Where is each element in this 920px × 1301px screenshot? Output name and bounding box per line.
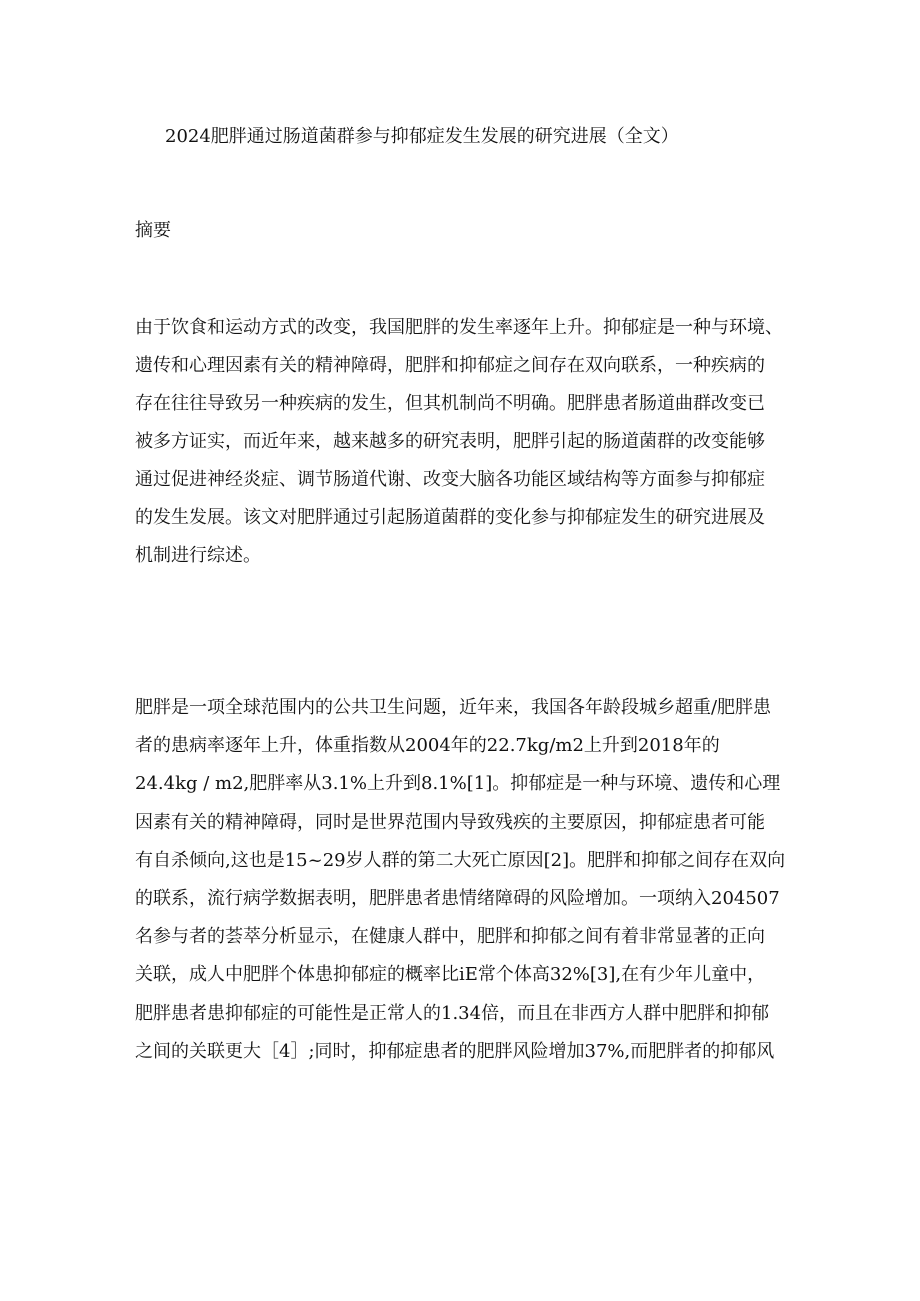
text-line: 有自杀倾向,这也是15~29岁人群的第二大死亡原因[2]。肥胖和抑郁之间存在双向	[135, 849, 786, 871]
text-line: 通过促进神经炎症、调节肠道代谢、改变大脑各功能区域结构等方面参与抑郁症	[135, 469, 765, 490]
abstract-paragraph	[135, 309, 795, 575]
body-paragraph	[135, 689, 795, 1071]
text-line: 因素有关的精神障碍，同时是世界范围内导致残疾的主要原因，抑郁症患者可能	[135, 811, 765, 833]
abstract-heading: 摘要	[135, 220, 171, 241]
text-line: 关联，成人中肥胖个体患抑郁症的概率比iE常个体高32%[3],在有少年儿童中，	[135, 964, 766, 986]
text-line: 遗传和心理因素有关的精神障碍，肥胖和抑郁症之间存在双向联系，一种疾病的	[135, 355, 765, 376]
text-line: 由于饮食和运动方式的改变，我国肥胖的发生率逐年上升。抑郁症是一种与环境、	[135, 317, 783, 338]
text-line: 之间的关联更大［4］;同时，抑郁症患者的肥胖风险增加37%,而肥胖者的抑郁风	[135, 1040, 775, 1062]
text-line: 机制进行综述。	[135, 545, 261, 566]
document-title: 2024肥胖通过肠道菌群参与抑郁症发生发展的研究进展（全文）	[165, 126, 679, 147]
text-line: 存在往往导致另一种疾病的发生，但其机制尚不明确。肥胖患者肠道曲群改变已	[135, 393, 765, 414]
text-line: 者的患病率逐年上升，体重指数从2004年的22.7kg/m2上升到2018年的	[135, 735, 720, 757]
text-line: 24.4kg / m2,肥胖率从3.1%上升到8.1%[1]。抑郁症是一种与环境、遗传和心理	[135, 773, 781, 795]
text-line: 被多方证实，而近年来，越来越多的研究表明，肥胖引起的肠道菌群的改变能够	[135, 431, 765, 452]
text-line: 肥胖是一项全球范围内的公共卫生问题，近年来，我国各年龄段城乡超重/肥胖患	[135, 697, 772, 718]
text-line: 的发生发展。该文对肥胖通过引起肠道菌群的变化参与抑郁症发生的研究进展及	[135, 507, 765, 528]
text-line: 名参与者的荟萃分析显示，在健康人群中，肥胖和抑郁之间有着非常显著的正向	[135, 926, 765, 948]
text-line: 肥胖患者患抑郁症的可能性是正常人的1.34倍，而且在非西方人群中肥胖和抑郁	[135, 1002, 770, 1024]
text-line: 的联系，流行病学数据表明，肥胖患者患情绪障碍的风险增加。一项纳入204507	[135, 887, 780, 909]
